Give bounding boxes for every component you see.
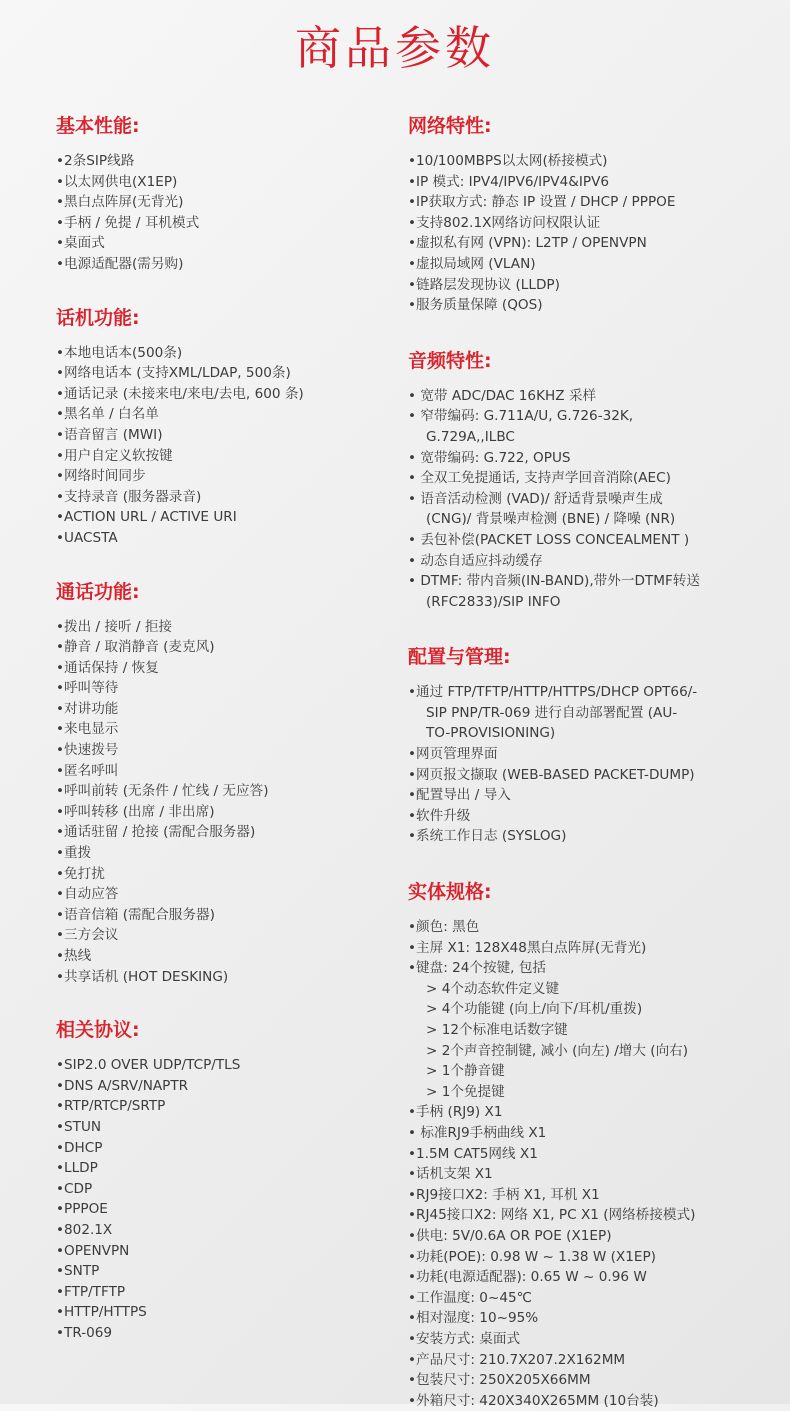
section-basic-performance [56, 110, 396, 275]
section-title: 话机功能: [56, 306, 140, 329]
list-item: > 4个动态软件定义键 [426, 980, 560, 997]
list-item: •重拨 [56, 845, 92, 862]
list-item: • 丢包补偿(PACKET LOSS CONCEALMENT ) [408, 531, 690, 548]
list-item: •STUN [56, 1118, 102, 1135]
list-item: •LLDP [56, 1160, 98, 1177]
list-item: •网页报文撷取 (WEB-BASED PACKET-DUMP) [408, 766, 695, 783]
list-item: •RJ45接口X2: 网络 X1, PC X1 (网络桥接模式) [408, 1207, 696, 1224]
list-item: > 4个功能键 (向上/向下/耳机/重拨) [426, 1001, 643, 1018]
list-item: •HTTP/HTTPS [56, 1304, 147, 1321]
list-item: • 窄带编码: G.711A/U, G.726-32K, [408, 408, 634, 425]
section-physical-specs [408, 876, 783, 1411]
section-protocols [56, 1014, 396, 1343]
list-item: •通话记录 (未接来电/来电/去电, 600 条) [56, 385, 304, 402]
list-item: •主屏 X1: 128X48黑白点阵屏(无背光) [408, 939, 647, 956]
section-phone-features [56, 302, 396, 549]
list-item: > 1个免提键 [426, 1083, 505, 1100]
list-item: • 全双工免提通话, 支持声学回音消除(AEC) [408, 470, 671, 487]
list-item: (RFC2833)/SIP INFO [426, 593, 561, 610]
list-item: •DNS A/SRV/NAPTR [56, 1077, 189, 1094]
list-item: • 宽带编码: G.722, OPUS [408, 449, 571, 466]
list-item: •功耗(POE): 0.98 W ~ 1.38 W (X1EP) [408, 1248, 656, 1265]
list-item: •RTP/RTCP/SRTP [56, 1098, 166, 1115]
item-list [56, 151, 396, 275]
list-item: •黑名单 / 白名单 [56, 406, 159, 423]
list-item: •网页管理界面 [408, 746, 498, 763]
list-item: •UACSTA [56, 529, 118, 546]
item-list [408, 682, 783, 847]
list-item: •通话保持 / 恢复 [56, 659, 159, 676]
list-item: •虚拟私有网 (VPN): L2TP / OPENVPN [408, 235, 647, 252]
list-item: •链路层发现协议 (LLDP) [408, 276, 560, 293]
list-item: (CNG)/ 背景噪声检测 (BNE) / 降噪 (NR) [426, 511, 676, 528]
list-item: •免打扰 [56, 865, 105, 882]
list-item: •工作温度: 0~45℃ [408, 1289, 532, 1306]
list-item: •静音 / 取消静音 (麦克风) [56, 639, 215, 656]
right-column [408, 110, 783, 1411]
section-network [408, 110, 783, 316]
list-item: > 1个静音键 [426, 1063, 505, 1080]
item-list [56, 617, 396, 988]
list-item: •本地电话本(500条) [56, 344, 183, 361]
item-list [408, 151, 783, 316]
section-title: 通话功能: [56, 580, 140, 603]
list-item: •匿名呼叫 [56, 762, 119, 779]
list-item: •安装方式: 桌面式 [408, 1330, 521, 1347]
list-item: •自动应答 [56, 886, 119, 903]
list-item: •快速拨号 [56, 742, 119, 759]
list-item: •2条SIP线路 [56, 153, 135, 169]
list-item: •CDP [56, 1180, 93, 1197]
list-item: •用户自定义软按键 [56, 447, 173, 464]
list-item: •OPENVPN [56, 1242, 130, 1259]
list-item: •支持录音 (服务器录音) [56, 488, 202, 505]
list-item: •语音信箱 (需配合服务器) [56, 906, 215, 923]
list-item: •来电显示 [56, 721, 119, 738]
list-item: •IP 模式: IPV4/IPV6/IPV4&IPV6 [408, 173, 610, 190]
list-item: •话机支架 X1 [408, 1166, 493, 1183]
list-item: • 动态自适应抖动缓存 [408, 552, 543, 569]
list-item: G.729A,,ILBC [426, 428, 515, 445]
list-item: •拨出 / 接听 / 拒接 [56, 618, 173, 635]
item-list [408, 386, 783, 613]
section-title: 网络特性: [408, 115, 492, 137]
list-item: •黑白点阵屏(无背光) [56, 194, 184, 211]
section-title: 配置与管理: [408, 646, 511, 669]
section-title: 音频特性: [408, 349, 492, 372]
list-item: •包装尺寸: 250X205X66MM [408, 1372, 591, 1389]
list-item: •三方会议 [56, 927, 119, 944]
list-item: •软件升级 [408, 807, 471, 824]
list-item: •桌面式 [56, 235, 105, 252]
list-item: •虚拟局域网 (VLAN) [408, 255, 536, 272]
list-item: •手柄 (RJ9) X1 [408, 1104, 503, 1121]
list-item: •支持802.1X网络访问权限认证 [408, 214, 601, 231]
list-item: TO-PROVISIONING) [426, 725, 556, 742]
section-call-features [56, 576, 396, 988]
list-item: •通过 FTP/TFTP/HTTP/HTTPS/DHCP OPT66/- [408, 684, 698, 701]
list-item: •热线 [56, 948, 92, 964]
list-item: •以太网供电(X1EP) [56, 173, 178, 190]
section-title: 基本性能: [56, 115, 140, 137]
list-item: •FTP/TFTP [56, 1283, 126, 1300]
list-item: •802.1X [56, 1221, 113, 1238]
item-list [56, 1055, 396, 1343]
page-title: 商品参数 [295, 21, 495, 75]
list-item: •手柄 / 免提 / 耳机模式 [56, 214, 200, 231]
list-item: •系统工作日志 (SYSLOG) [408, 828, 567, 845]
list-item: •RJ9接口X2: 手柄 X1, 耳机 X1 [408, 1186, 600, 1203]
left-column [56, 110, 396, 1344]
list-item: • DTMF: 带内音频(IN-BAND),带外一DTMF转送 [408, 573, 700, 590]
list-item: • 宽带 ADC/DAC 16KHZ 采样 [408, 387, 597, 404]
list-item: •网络电话本 (支持XML/LDAP, 500条) [56, 365, 291, 382]
section-title: 实体规格: [408, 881, 492, 904]
list-item: • 语音活动检测 (VAD)/ 舒适背景噪声生成 [408, 490, 663, 507]
list-item: •呼叫转移 (出席 / 非出席) [56, 803, 215, 820]
list-item: •服务质量保障 (QOS) [408, 297, 543, 314]
item-list [56, 343, 396, 549]
list-item: •外箱尺寸: 420X340X265MM (10台装) [408, 1392, 659, 1409]
list-item: •功耗(电源适配器): 0.65 W ~ 0.96 W [408, 1269, 647, 1286]
list-item: •1.5M CAT5网线 X1 [408, 1145, 538, 1162]
list-item: •10/100MBPS以太网(桥接模式) [408, 153, 608, 169]
section-title: 相关协议: [56, 1019, 140, 1042]
list-item: •配置导出 / 导入 [408, 787, 511, 804]
item-list [408, 917, 783, 1411]
list-item: •产品尺寸: 210.7X207.2X162MM [408, 1351, 626, 1368]
list-item: •供电: 5V/0.6A OR POE (X1EP) [408, 1227, 612, 1244]
list-item: •对讲功能 [56, 700, 119, 717]
list-item: > 12个标准电话数字键 [426, 1022, 568, 1038]
list-item: •ACTION URL / ACTIVE URI [56, 509, 237, 526]
list-item: •颜色: 黑色 [408, 919, 480, 936]
list-item: •呼叫前转 (无条件 / 忙线 / 无应答) [56, 783, 269, 800]
list-item: •呼叫等待 [56, 680, 119, 697]
list-item: •SNTP [56, 1263, 100, 1280]
section-audio [408, 345, 783, 613]
section-config-management [408, 641, 783, 847]
list-item: > 2个声音控制键, 减小 (向左) /增大 (向右) [426, 1042, 689, 1059]
list-item: •TR-069 [56, 1324, 113, 1341]
list-item: •SIP2.0 OVER UDP/TCP/TLS [56, 1057, 241, 1074]
list-item: •PPPOE [56, 1201, 108, 1218]
list-item: • 标准RJ9手柄曲线 X1 [408, 1124, 547, 1141]
list-item: •语音留言 (MWI) [56, 426, 163, 443]
list-item: •相对湿度: 10~95% [408, 1310, 539, 1327]
list-item: •键盘: 24个按键, 包括 [408, 960, 547, 977]
list-item: •IP获取方式: 静态 IP 设置 / DHCP / PPPOE [408, 194, 676, 211]
list-item: •电源适配器(需另购) [56, 255, 184, 272]
list-item: •通话驻留 / 抢接 (需配合服务器) [56, 824, 256, 841]
list-item: •共享话机 (HOT DESKING) [56, 968, 229, 985]
list-item: •DHCP [56, 1139, 103, 1156]
list-item: •网络时间同步 [56, 468, 146, 485]
list-item: SIP PNP/TR-069 进行自动部署配置 (AU- [426, 704, 678, 721]
